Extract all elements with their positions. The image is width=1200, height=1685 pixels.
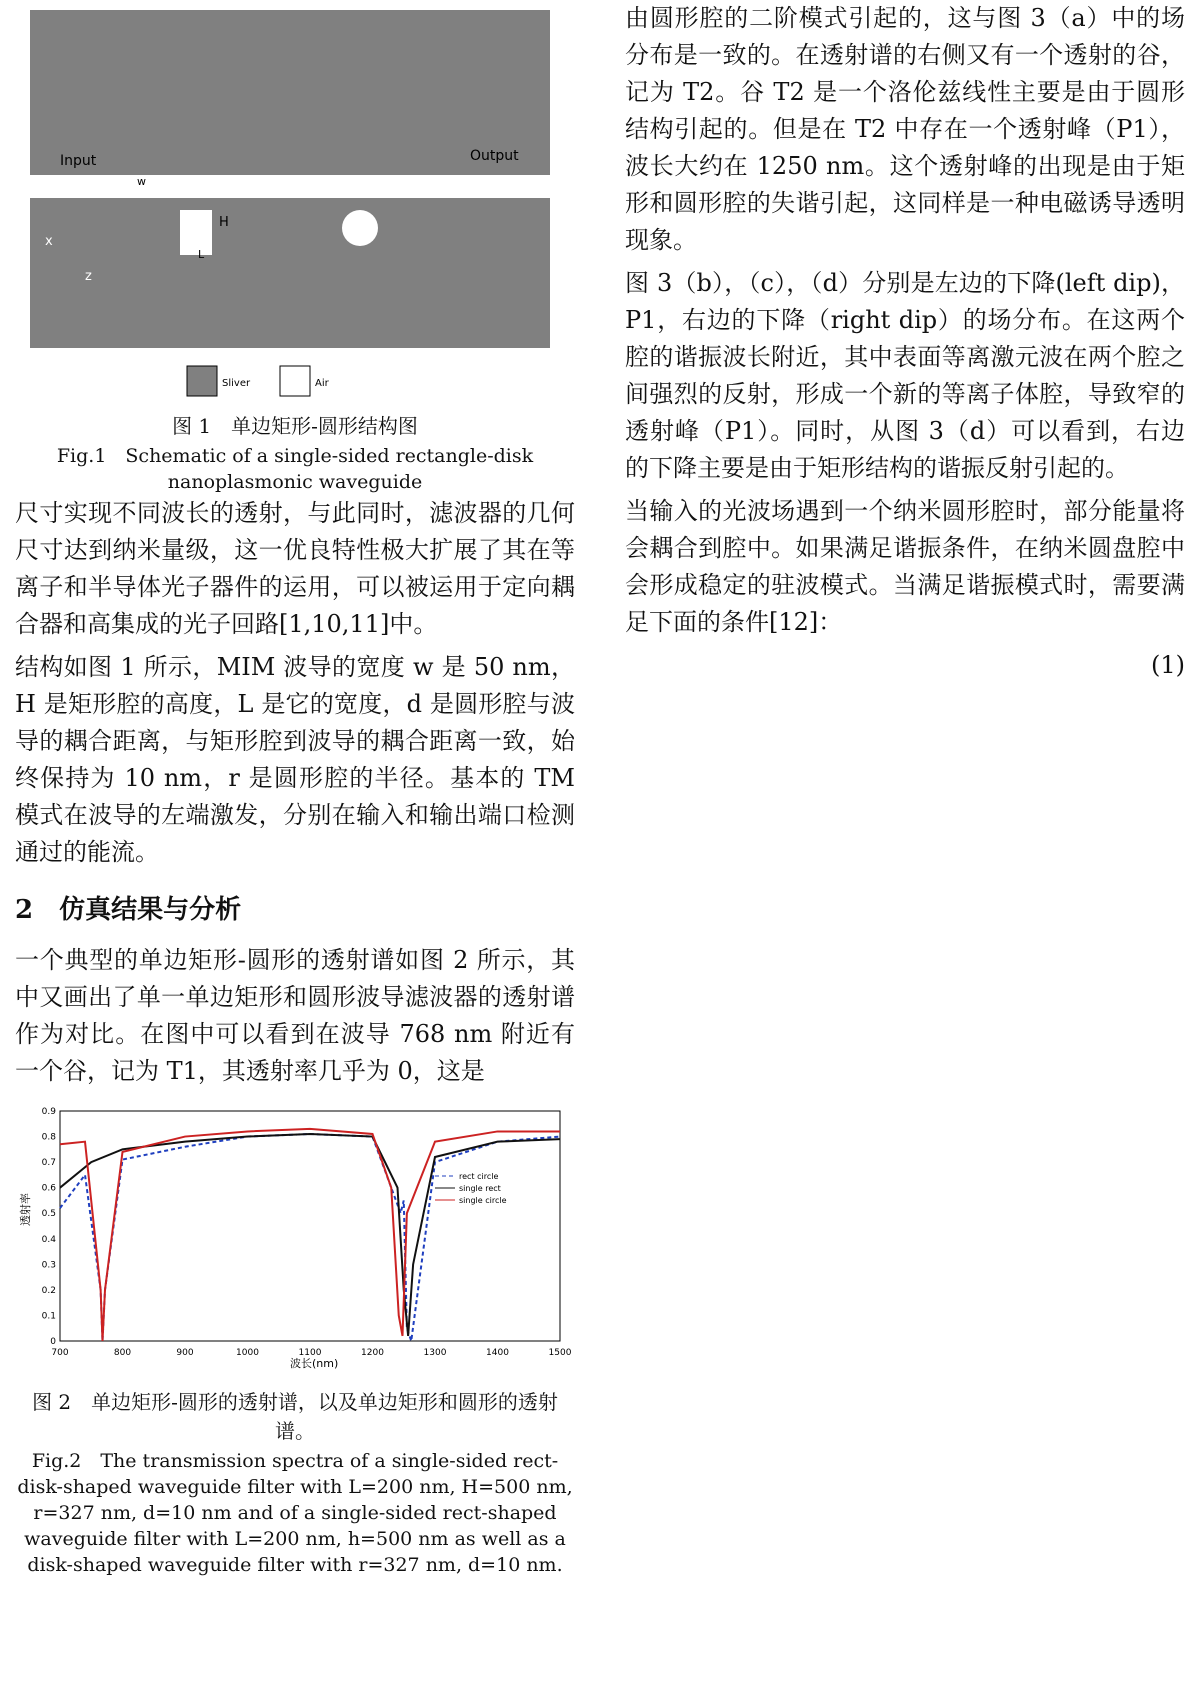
legend-label: single rect <box>459 1184 501 1193</box>
left-para-2: 结构如图 1 所示，MIM 波导的宽度 w 是 50 nm，H 是矩形腔的高度，L 是它的宽度，d 是圆形腔与波导的耦合距离，与矩形腔到波导的耦合距离一致，始终保持为 10 nm，r 是圆形腔的半径。基本的 TM 模式在波导的左端激发，分别在输入和输出端口检测通过的能流。 <box>15 653 575 866</box>
x-tick: 1300 <box>423 1348 447 1358</box>
y-tick: 0.7 <box>41 1158 56 1169</box>
fig2-caption-cn: 图 2 单边矩形-圆形的透射谱，以及单边矩形和圆形的透射谱。 <box>32 1390 558 1443</box>
right-para-3: 当输入的光波场遇到一个纳米圆形腔时，部分能量将会耦合到腔中。如果满足谐振条件，在纳米圆盘腔中会形成稳定的驻波模式。当满足谐振模式时，需要满足下面的条件[12]： <box>625 497 1185 636</box>
svg-text:x: x <box>45 234 53 249</box>
input-label: Input <box>60 153 97 169</box>
right-para-1: 由圆形腔的二阶模式引起的，这与图 3（a）中的场分布是一致的。在透射谱的右侧又有一个透射的谷，记为 T2。谷 T2 是一个洛伦兹线性主要是由于圆形结构引起的。但是在 T2 中存在一个透射峰（P1），波长大约在 1250 nm。这个透射峰的出现是由于矩形和圆形腔的失谐引起，这同样是一种电磁诱导透明现象。 <box>625 4 1185 254</box>
svg-text:w: w <box>137 175 146 188</box>
y-tick: 0 <box>50 1337 56 1347</box>
y-tick: 0.9 <box>41 1107 56 1117</box>
x-label: 波长(nm) <box>290 1357 339 1370</box>
svg-text:H: H <box>219 215 229 230</box>
fig2-caption-en: Fig.2 The transmission spectra of a single-sided rect-disk-shaped waveguide filter with L=200 nm, H=500 nm, r=327 nm, d=10 nm and of a single-sided rect-shaped waveguide filter with L=200 nm, h=500 nm as well as a disk-shaped waveguide filter with r=327 nm, d=10 nm. <box>17 1450 573 1576</box>
right-para-2: 图 3（b），（c），（d）分别是左边的下降(left dip)，P1，右边的下降（right dip）的场分布。在这两个腔的谐振波长附近，其中表面等离激元波在两个腔之间强烈的反射，形成一个新的等离子体腔，导致窄的透射峰（P1）。同时，从图 3（d）可以看到，右边的下降主要是由于矩形结构的谐振反射引起的。 <box>625 269 1185 482</box>
left-para-3: 一个典型的单边矩形-圆形的透射谱如图 2 所示，其中又画出了单一单边矩形和圆形波导滤波器的透射谱作为对比。在图中可以看到在波导 768 nm 附近有一个谷，记为 T1，其透射率几乎为 0，这是 <box>15 946 575 1085</box>
svg-text:Air: Air <box>315 378 329 389</box>
x-tick: 1100 <box>298 1348 322 1358</box>
section-heading: 2 仿真结果与分析 <box>15 895 242 925</box>
x-tick: 1400 <box>486 1348 509 1358</box>
x-tick: 900 <box>176 1348 194 1358</box>
series-line <box>60 1129 560 1341</box>
series-line <box>60 1134 560 1336</box>
output-label: Output <box>470 148 519 164</box>
left-column <box>15 0 575 1578</box>
svg-text:L: L <box>198 248 205 261</box>
y-tick: 0.4 <box>41 1234 56 1245</box>
svg-text:z: z <box>85 269 92 284</box>
x-tick: 800 <box>113 1348 132 1358</box>
y-tick: 0.3 <box>41 1260 56 1271</box>
y-tick: 0.1 <box>41 1311 56 1322</box>
svg-text:Sliver: Sliver <box>222 378 251 389</box>
y-label: 透射率 <box>19 1193 32 1226</box>
x-tick: 1500 <box>548 1348 572 1358</box>
figure-2-chart <box>15 1096 575 1376</box>
figure-1 <box>15 0 575 400</box>
legend-label: rect circle <box>459 1172 499 1181</box>
fig1-caption-cn: 图 1 单边矩形-圆形结构图 <box>172 414 418 438</box>
left-para-1: 尺寸实现不同波长的透射，与此同时，滤波器的几何尺寸达到纳米量级，这一优良特性极大扩展了其在等离子和半导体光子器件的运用，可以被运用于定向耦合器和高集成的光子回路[1,10,11]中。 <box>15 499 575 638</box>
y-tick: 0.5 <box>41 1209 56 1220</box>
x-tick: 1000 <box>236 1348 259 1358</box>
x-tick: 1200 <box>361 1348 384 1358</box>
y-tick: 0.6 <box>41 1183 56 1194</box>
y-tick: 0.2 <box>41 1285 56 1296</box>
fig1-caption-en: Fig.1 Schematic of a single-sided rectangle-disk nanoplasmonic waveguide <box>56 445 534 493</box>
right-column <box>625 0 1185 690</box>
y-tick: 0.8 <box>41 1132 56 1143</box>
x-tick: 700 <box>51 1348 69 1358</box>
legend-label: single circle <box>459 1196 507 1205</box>
series-line <box>60 1134 560 1341</box>
equation-number: (1) <box>1151 651 1185 679</box>
